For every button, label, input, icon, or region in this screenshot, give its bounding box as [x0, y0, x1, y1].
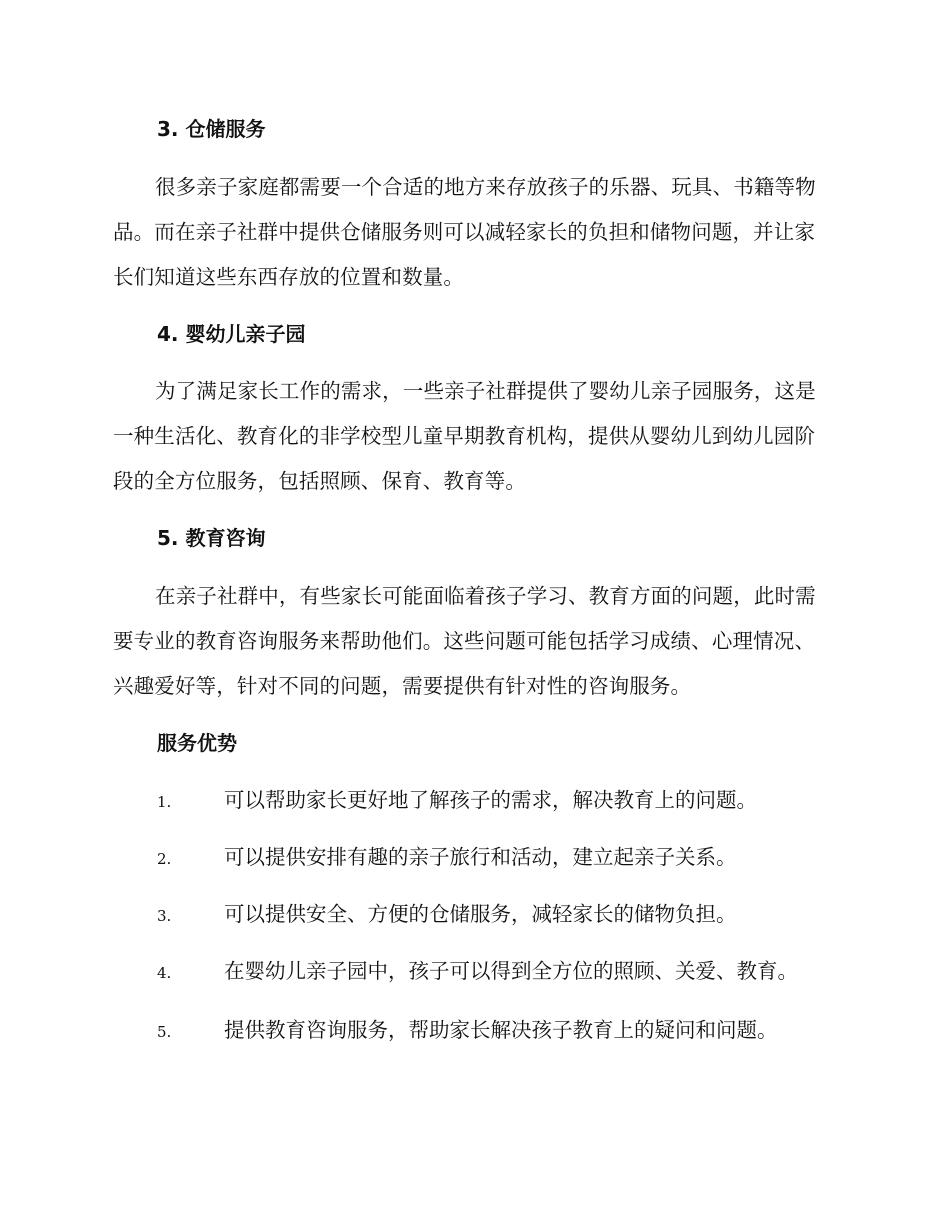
section-heading-nursery: 4. 婴幼儿亲子园	[157, 322, 306, 346]
section-heading-consulting: 5. 教育咨询	[157, 526, 266, 550]
section-paragraph-consulting: 在亲子社群中，有些家长可能面临着孩子学习、教育方面的问题，此时需要专业的教育咨询服务来帮助他们。这些问题可能包括学习成绩、心理情况、兴趣爱好等，针对不同的问题，需要提供有针对性的咨询服务。	[113, 584, 816, 698]
section-paragraph-storage: 很多亲子家庭都需要一个合适的地方来存放孩子的乐器、玩具、书籍等物品。而在亲子社群中提供仓储服务则可以减轻家长的负担和储物问题，并让家长们知道这些东西存放的位置和数量。	[113, 175, 816, 289]
advantage-number-3: 3.	[157, 907, 172, 925]
advantage-text-4: 在婴幼儿亲子园中，孩子可以得到全方位的照顾、关爱、教育。	[224, 959, 798, 983]
advantage-text-5: 提供教育咨询服务，帮助家长解决孩子教育上的疑问和问题。	[224, 1018, 778, 1042]
section-paragraph-nursery: 为了满足家长工作的需求，一些亲子社群提供了婴幼儿亲子园服务，这是一种生活化、教育化的非学校型儿童早期教育机构，提供从婴幼儿到幼儿园阶段的全方位服务，包括照顾、保育、教育等。	[113, 379, 816, 493]
advantage-text-3: 可以提供安全、方便的仓储服务，减轻家长的储物负担。	[224, 902, 737, 926]
advantage-number-1: 1.	[157, 793, 172, 811]
advantage-text-2: 可以提供安排有趣的亲子旅行和活动，建立起亲子关系。	[224, 845, 737, 869]
advantage-number-2: 2.	[157, 850, 172, 868]
section-heading-storage: 3. 仓储服务	[157, 117, 266, 141]
advantage-text-1: 可以帮助家长更好地了解孩子的需求，解决教育上的问题。	[224, 788, 757, 812]
advantages-heading: 服务优势	[157, 731, 237, 755]
advantage-number-4: 4.	[157, 964, 172, 982]
advantage-number-5: 5.	[157, 1023, 172, 1041]
